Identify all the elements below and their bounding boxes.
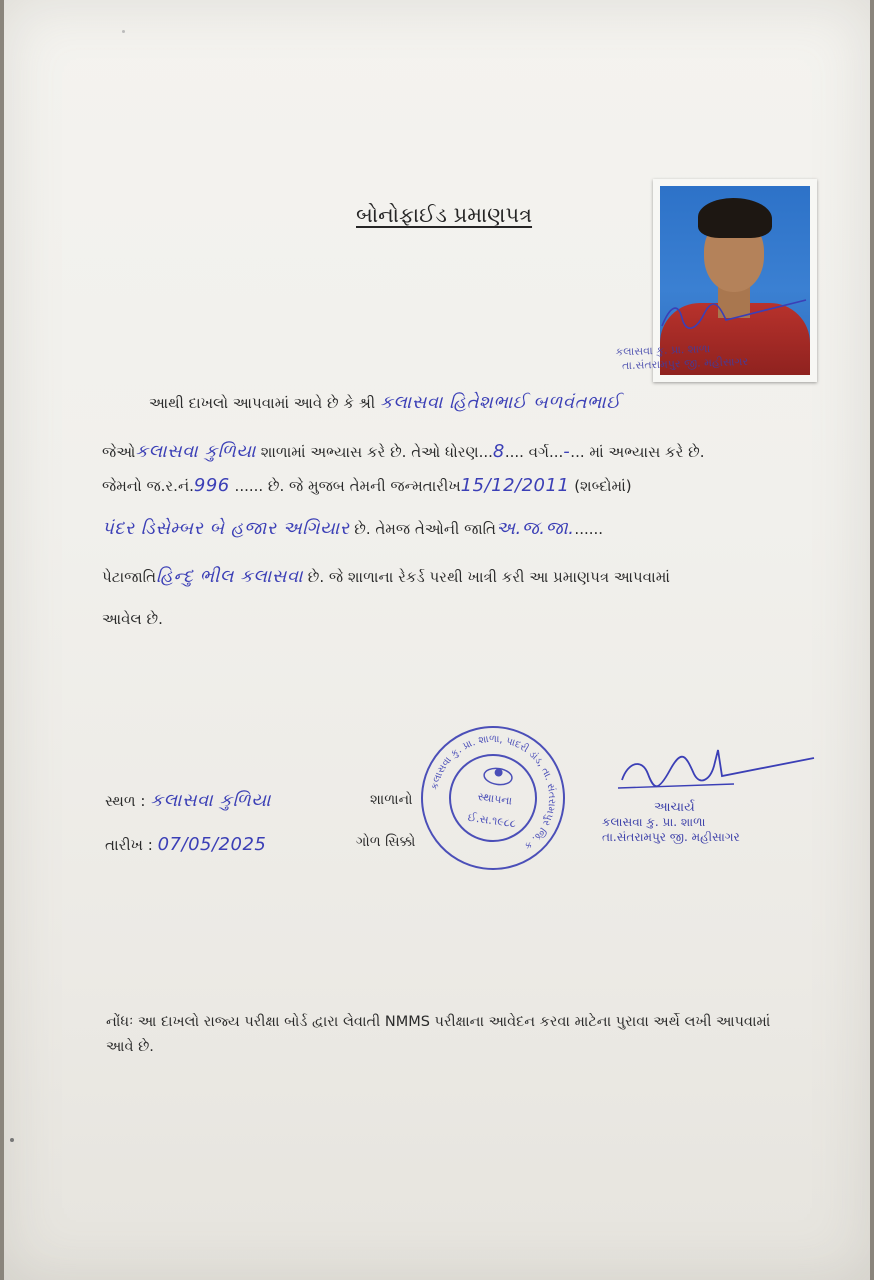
- seal-label-2: ગોળ સિક્કો: [356, 834, 416, 850]
- seal-emblem-icon: [479, 760, 518, 791]
- certificate-paper: [4, 0, 870, 1280]
- line2-text-d: ... માં અભ્યાસ કરે છે.: [570, 443, 705, 461]
- standard-value: 8: [492, 441, 505, 462]
- line6-text: આવેલ છે.: [102, 610, 163, 628]
- line4-text-a: છે. તેમજ તેઓની જાતિ: [354, 520, 496, 538]
- seal-center-top: સ્થાપના: [476, 789, 513, 808]
- body-line-6: [102, 610, 832, 628]
- birth-date: 15/12/2011: [460, 475, 570, 496]
- subcaste-value: હિન્દુ ભીલ કલાસવા: [156, 566, 303, 587]
- birth-date-words: પંદર ડિસેમ્બર બે હજાર અગિયાર: [102, 518, 350, 539]
- seal-ring-label: કલાસવા કુ. પ્રા. શાળા, પાદરી ડાંડ, તા. સંતરામપુર જિ. ક: [429, 733, 558, 852]
- photo-school-stamp: [615, 339, 816, 392]
- date-row: [105, 834, 266, 855]
- document-title: બોનોફાઈડ પ્રમાણપત્ર: [356, 203, 533, 227]
- body-line-1: [149, 392, 874, 413]
- gr-number: 996: [193, 475, 230, 496]
- school-name: કલાસવા કુળિયા: [135, 441, 256, 462]
- line2-text-c: .... વર્ગ...: [504, 443, 564, 461]
- place-row: [105, 790, 271, 811]
- photo-stamp-line1: કલાસવા કુ. પ્રા. શાળા: [615, 342, 711, 359]
- line3-text-b: ...... છે. જે મુજબ તેમની જન્મતારીખ: [234, 477, 461, 495]
- body-line-2: [102, 441, 832, 462]
- principal-role: આચાર્ય: [654, 800, 695, 815]
- date-value: 07/05/2025: [157, 834, 267, 855]
- paper-speck: [10, 1138, 14, 1142]
- line5-text-b: છે. જે શાળાના રેકર્ડ પરથી ખાત્રી કરી આ પ્રમાણપત્ર આપવામાં: [307, 568, 670, 586]
- line4-text-b: ......: [574, 520, 604, 538]
- principal-stamp-line1: કલાસવા કુ. પ્રા. શાળા: [602, 815, 706, 829]
- body-line-4: [102, 518, 832, 539]
- school-round-seal: [412, 717, 575, 880]
- footer-note: નોંધઃ આ દાખલો રાજ્ય પરીક્ષા બોર્ડ દ્વારા લેવાતી NMMS પરીક્ષાના આવેદન કરવા માટેના પુરાવા અર્થે લખી આપવામાં આવે છે.: [106, 1014, 771, 1056]
- line1-text: આથી દાખલો આપવામાં આવે છે કે શ્રી: [149, 394, 376, 412]
- student-name: કલાસવા હિતેશભાઈ બળવંતભાઈ: [379, 392, 621, 413]
- place-value: કલાસવા કુળિયા: [150, 790, 271, 811]
- line2-text-a: જેઓ: [102, 443, 136, 461]
- principal-stamp: [602, 800, 740, 845]
- photo-signature: [656, 296, 816, 336]
- body-line-5: [102, 566, 832, 587]
- line3-text-a: જેમનો જ.ર.નં.: [102, 477, 194, 495]
- line3-text-c: (શબ્દોમાં): [574, 477, 632, 495]
- principal-stamp-line2: તા.સંતરામપુર જી. મહીસાગર: [602, 830, 740, 844]
- paper-speck: [122, 30, 125, 33]
- line2-text-b: શાળામાં અભ્યાસ કરે છે. તેઓ ધોરણ...: [260, 443, 493, 461]
- place-label: સ્થળ :: [105, 792, 146, 810]
- division-value: -: [563, 441, 571, 462]
- line5-text-a: પેટાજાતિ: [102, 568, 157, 586]
- body-line-3: [102, 475, 832, 496]
- seal-center-bottom: ઈ.સ.૧૯૮૮: [466, 810, 517, 831]
- date-label: તારીખ :: [105, 836, 153, 854]
- seal-label-1: શાળાનો: [370, 792, 413, 808]
- caste-value: અ.જ.જા.: [495, 518, 575, 539]
- photo-stamp-line2: તા.સંતરામપુર જી. મહીસાગર: [621, 354, 749, 373]
